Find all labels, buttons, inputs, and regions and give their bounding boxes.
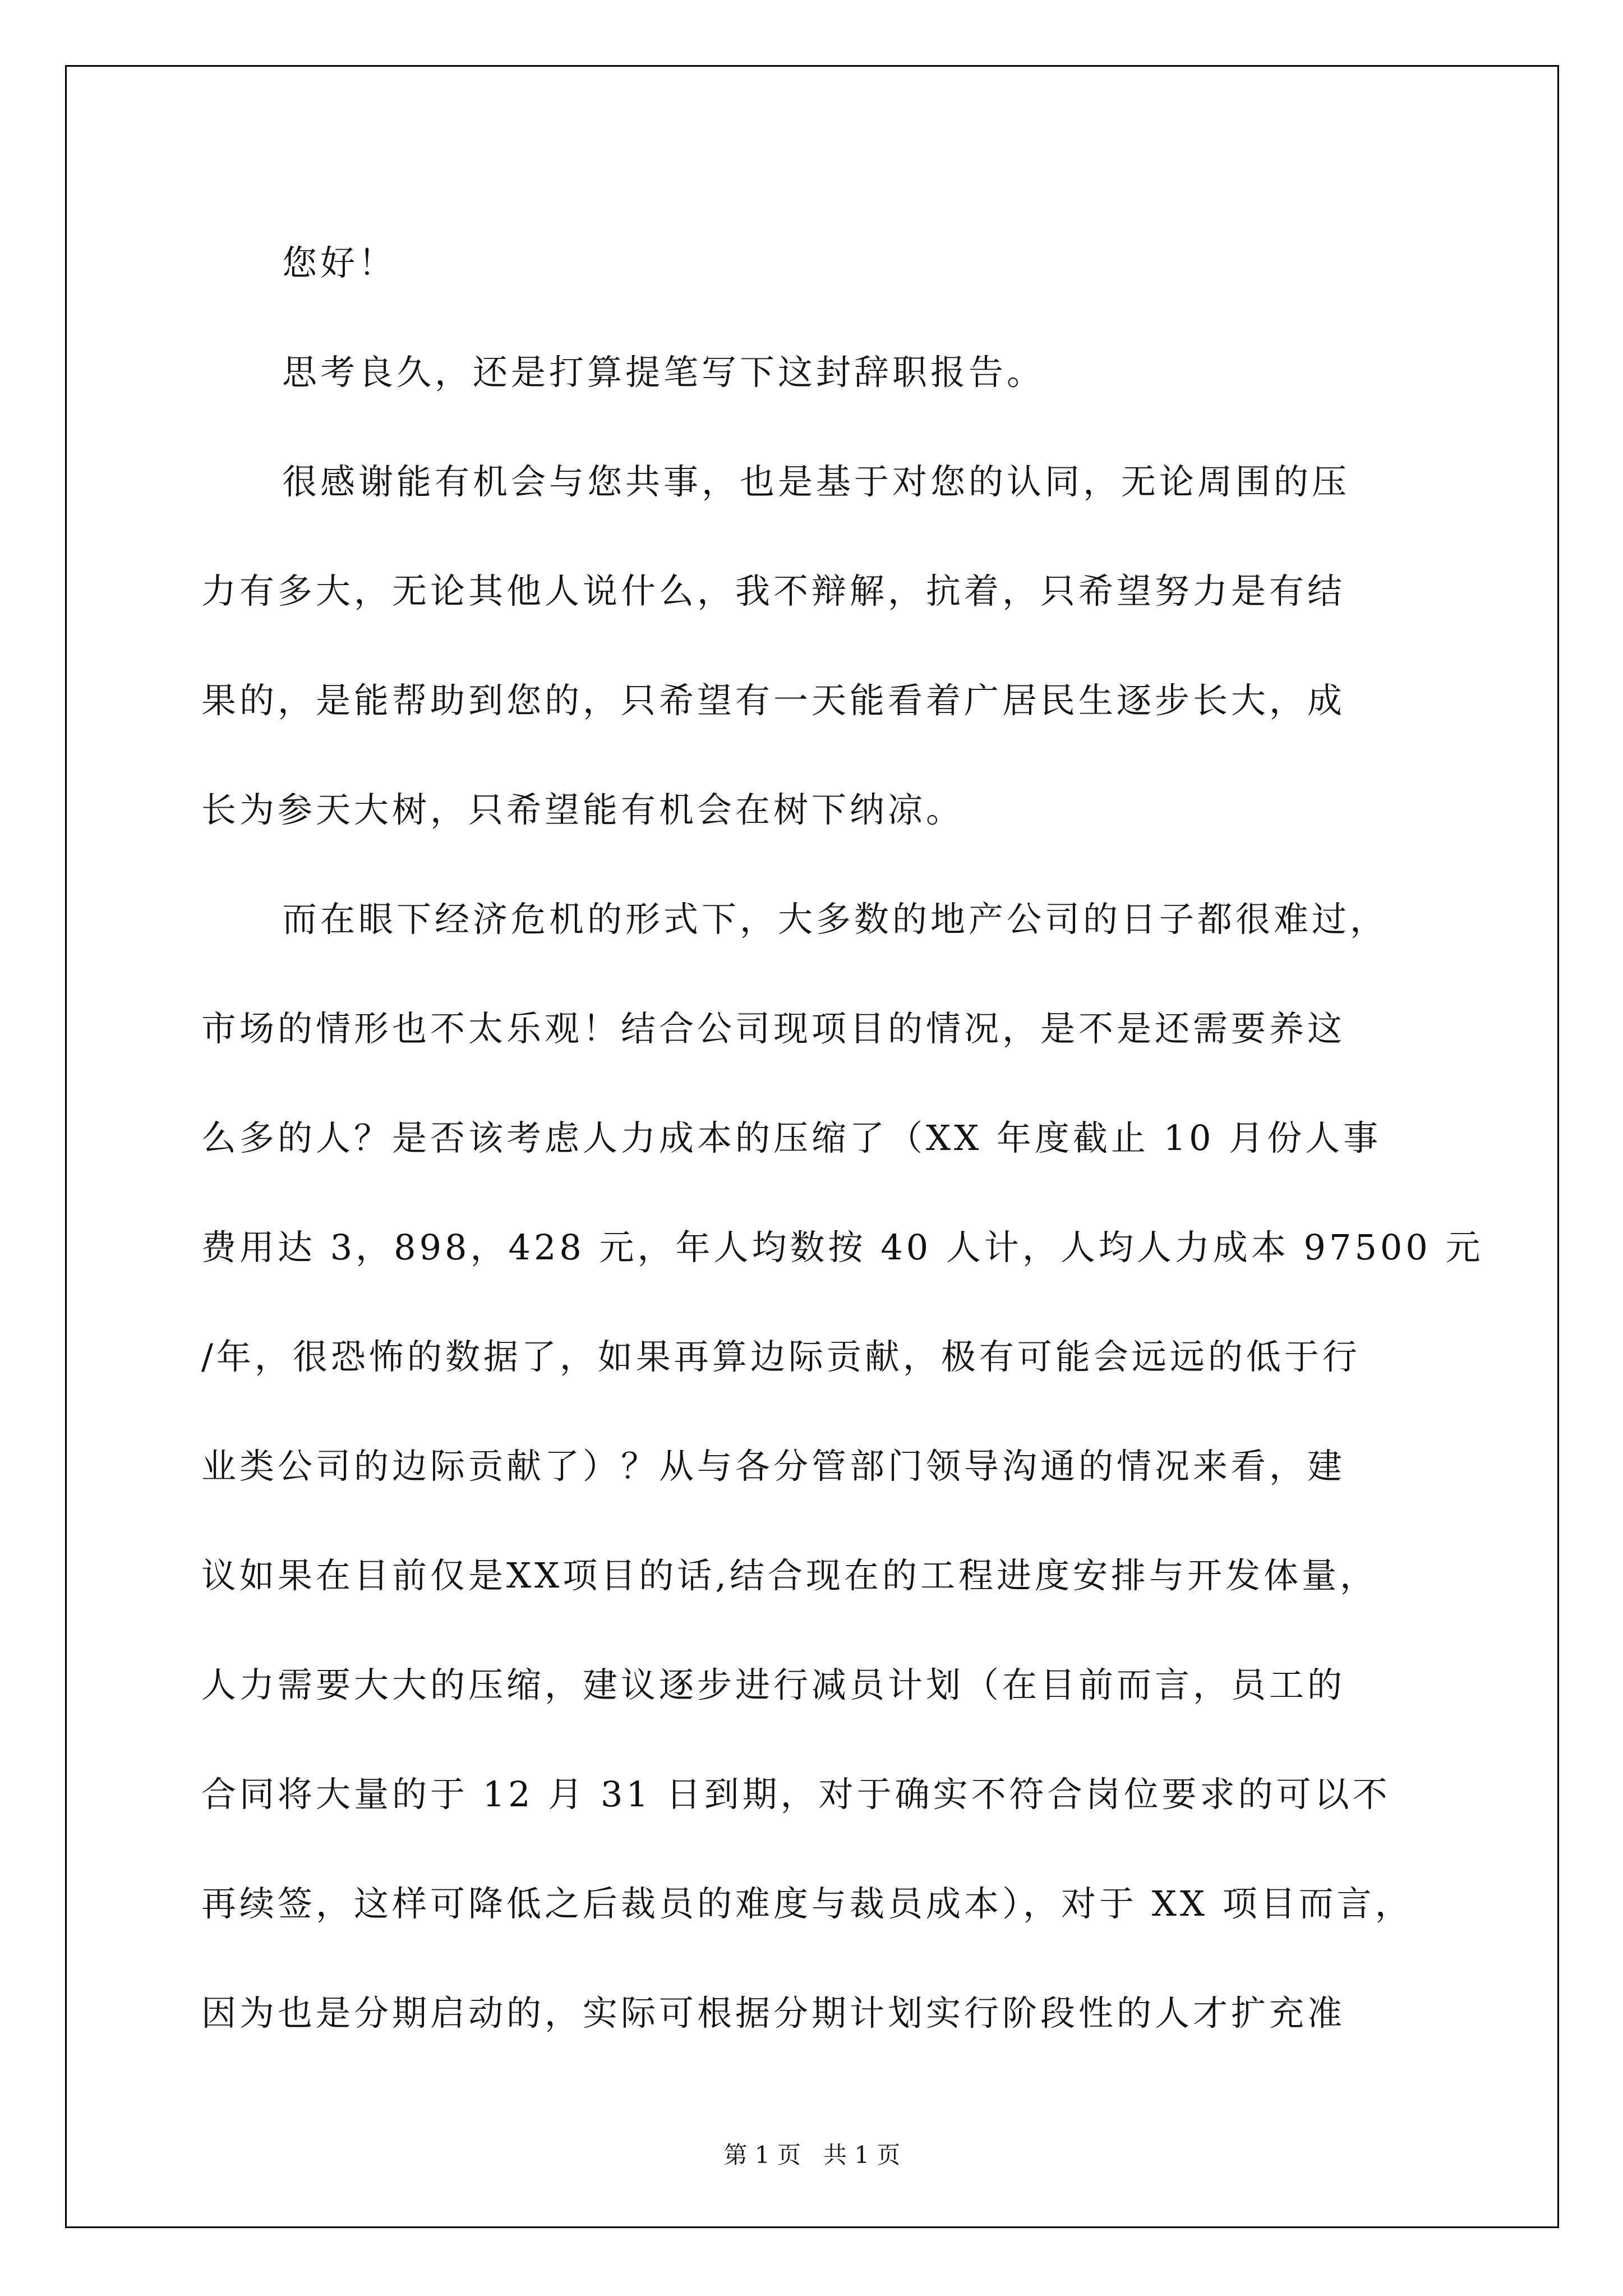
paragraph-line: 业类公司的边际贡献了）？从与各分管部门领导沟通的情况来看，建 xyxy=(201,1446,1346,1487)
paragraph-line: /年，很恐怖的数据了，如果再算边际贡献，极有可能会远远的低于行 xyxy=(201,1336,1361,1377)
page-footer xyxy=(67,2137,1557,2170)
paragraph-line: 再续签，这样可降低之后裁员的难度与裁员成本），对于 XX 项目而言， xyxy=(201,1883,1413,1924)
paragraph-line: 很感谢能有机会与您共事，也是基于对您的认同，无论周围的压 xyxy=(282,461,1350,502)
paragraph-line: 果的，是能帮助到您的，只希望有一天能看着广居民生逐步长大，成 xyxy=(201,680,1346,721)
paragraph-line: 而在眼下经济危机的形式下，大多数的地产公司的日子都很难过， xyxy=(282,899,1389,940)
paragraph-line: 议如果在目前仅是XX项目的话,结合现在的工程进度安排与开发体量， xyxy=(201,1555,1378,1596)
paragraph-line: 市场的情形也不太乐观！结合公司现项目的情况，是不是还需要养这 xyxy=(201,1008,1346,1049)
paragraph-line: 力有多大，无论其他人说什么，我不辩解，抗着，只希望努力是有结 xyxy=(201,570,1346,611)
total-pages: 共 1 页 xyxy=(823,2141,901,2169)
paragraph-line: 费用达 3，898，428 元，年人均数按 40 人计，人均人力成本 97500 元 xyxy=(201,1227,1484,1268)
paragraph-line: 长为参天大树，只希望能有机会在树下纳凉。 xyxy=(201,789,965,830)
paragraph-intro: 思考良久，还是打算提笔写下这封辞职报告。 xyxy=(282,352,1045,393)
paragraph-line: 么多的人？是否该考虑人力成本的压缩了（XX 年度截止 10 月份人事 xyxy=(201,1117,1382,1158)
page-frame xyxy=(65,65,1559,2228)
paragraph-line: 人力需要大大的压缩，建议逐步进行减员计划（在目前而言，员工的 xyxy=(201,1664,1346,1705)
paragraph-greeting: 您好！ xyxy=(282,242,397,283)
letter-body xyxy=(67,67,1557,2226)
paragraph-line: 因为也是分期启动的，实际可根据分期计划实行阶段性的人才扩充准 xyxy=(201,1993,1346,2033)
paragraph-line: 合同将大量的于 12 月 31 日到期，对于确实不符合岗位要求的可以不 xyxy=(201,1774,1391,1815)
page-number: 第 1 页 xyxy=(723,2141,801,2169)
